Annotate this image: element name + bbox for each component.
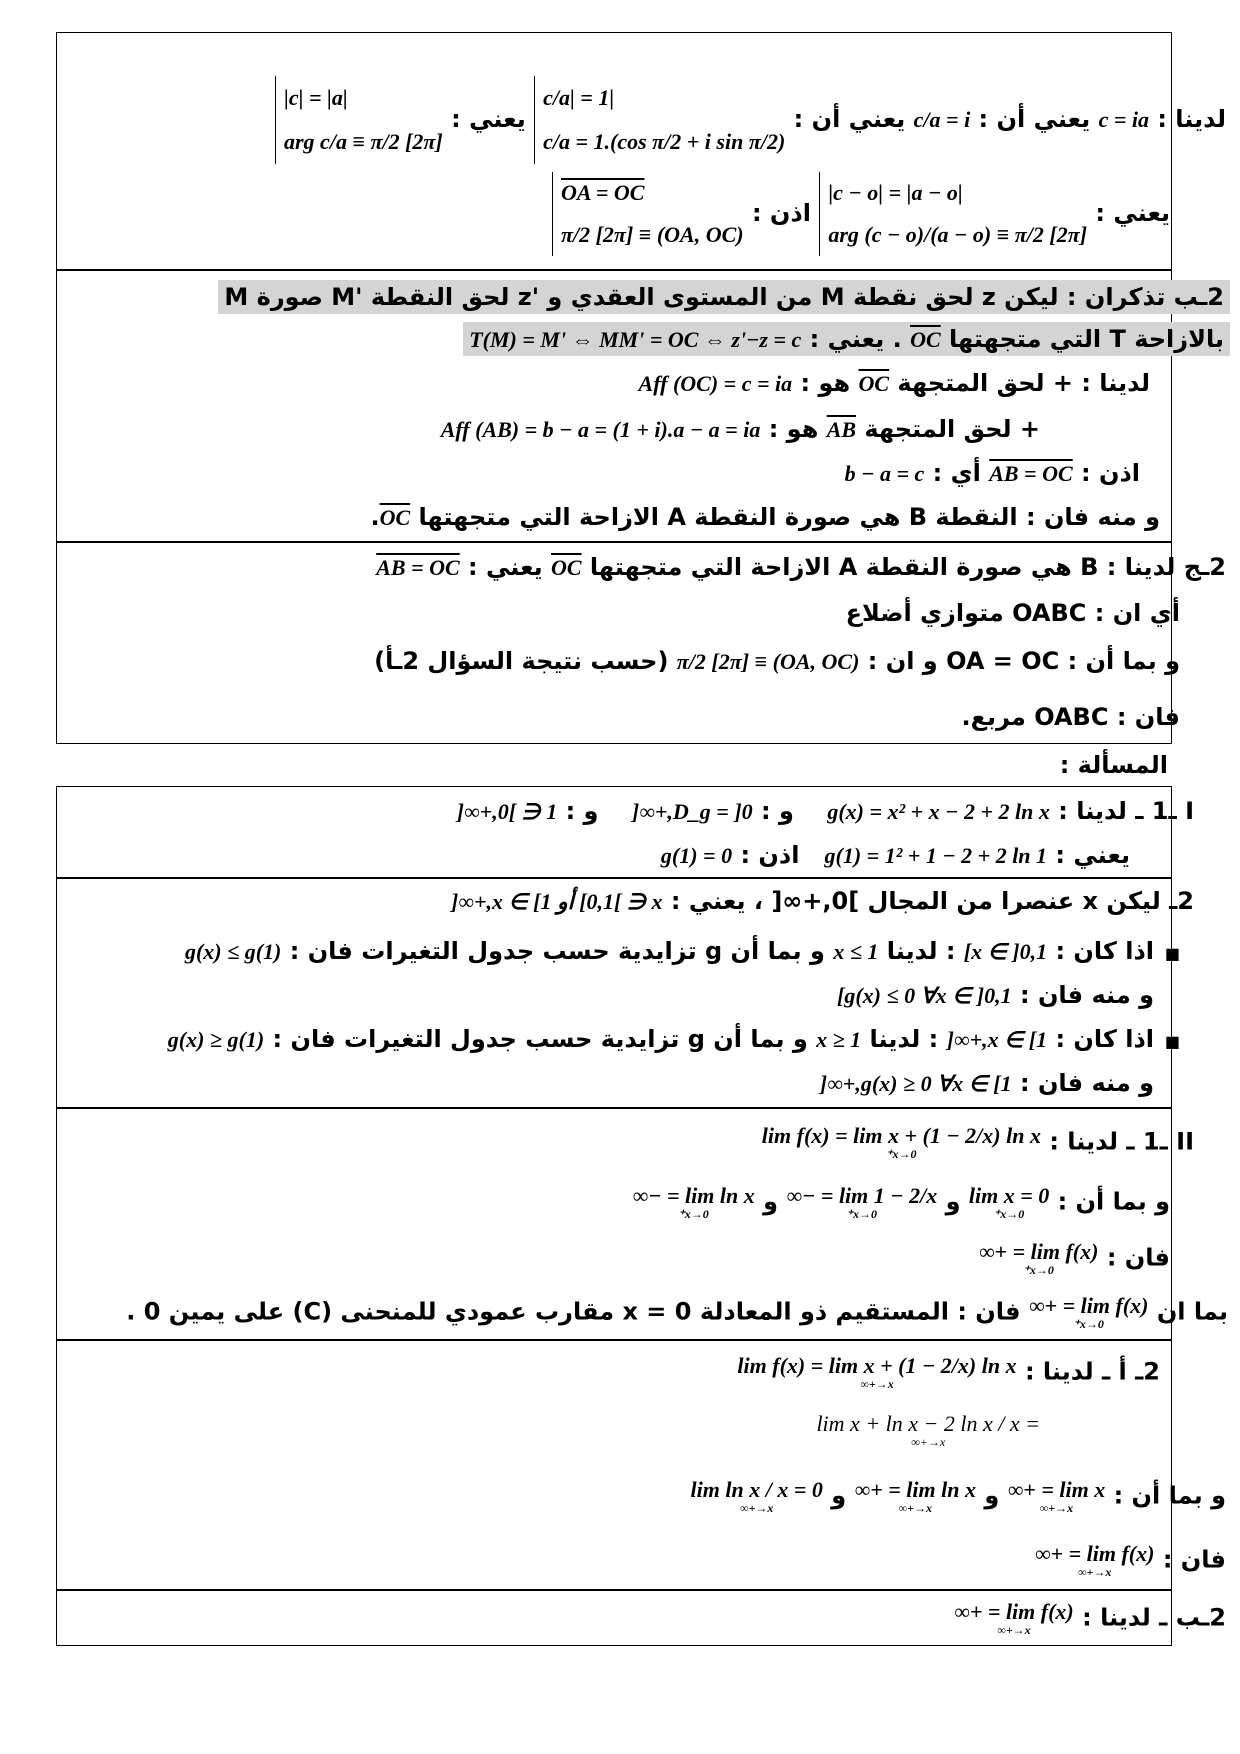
p3-l2-since: و بما أن : (1057, 1187, 1170, 1216)
p2-c2-result: g(x) ≥ g(1) (167, 1027, 265, 1052)
s1-system-3-eq2: arg (c − o)/(a − o) ≡ π/2 [2π] (828, 221, 1088, 247)
p2-c1-we-have: : لدينا (886, 937, 956, 965)
p4-line-2 (816, 1412, 1040, 1449)
p2-c1-ineq: x ≤ 1 (833, 939, 879, 964)
p3-line-4 (126, 1294, 1228, 1331)
s3-l1-vector: OC (551, 555, 582, 580)
p4-l3-lim-ln-text: lim ln x = +∞ (854, 1477, 976, 1502)
p3-l3-then: فان : (1106, 1243, 1170, 1272)
s2-l3-text: لدينا : + لحق المتجهة (897, 369, 1150, 397)
p1-one-in-domain: 1 ∈ ]0,+∞[ (456, 799, 558, 824)
s3-l1-means: يعني : (468, 553, 543, 581)
s1-therefore: اذن : (751, 198, 811, 227)
p4-l2-sub: x→+∞ (911, 1435, 946, 1450)
s2-reminder-line-1: 2ـب تذكران : ليكن z لحق نقطة M من المستوى العقدي و 'z لحق النقطة 'M صورة M (218, 280, 1230, 314)
p4-l1-label: 2ـ أ ـ لدينا : (1024, 1357, 1160, 1386)
s2-line-3 (639, 370, 1150, 396)
p2-bullet-1: ■ (1164, 944, 1180, 963)
p1-line-2 (661, 842, 1130, 868)
s2-l4-is: هو : (768, 415, 819, 443)
s1-eq-c-over-a: c/a = i (913, 107, 971, 132)
p4-l4-limit (1035, 1542, 1155, 1579)
p3-l1-label: II ـ1 ـ لدينا : (1049, 1127, 1194, 1156)
p2-case-1-conclusion (837, 982, 1154, 1008)
s2-means: . يعني : (809, 325, 902, 353)
s2-l5-ie: أي : (932, 459, 981, 487)
p3-l2-lim-frac-sub: x→0⁺ (846, 1207, 877, 1222)
s2-l5-eq1: AB = OC (989, 461, 1073, 486)
s1-system-4 (552, 172, 744, 256)
p2-c1-interval: x ∈ ]0,1] (963, 939, 1048, 964)
p3-l3-limit (979, 1240, 1099, 1277)
p3-l4-limit-text: lim f(x) = +∞ (1028, 1293, 1149, 1318)
p4-l1-sub: x→+∞ (860, 1377, 894, 1392)
p2-bullet-2: ■ (1164, 1032, 1180, 1051)
p4-l3-lim-ln (855, 1478, 976, 1515)
p3-l2-lim-frac (786, 1184, 937, 1221)
s2-reminder-line-2 (463, 322, 1230, 356)
p3-l2-lim-x-sub: x→0⁺ (993, 1207, 1025, 1222)
s1-system-1-eq1: |c/a| = 1 (543, 85, 615, 110)
s1-system-3-eq1: |c − o| = |a − o| (828, 180, 963, 205)
s1-line-1 (275, 76, 1226, 164)
p2-case-2 (168, 1026, 1154, 1052)
s2-l4-text: + لحق المتجهة (864, 415, 1040, 443)
p1-and-1: و : (761, 797, 794, 825)
p2-c2-if: اذا كان : (1055, 1025, 1154, 1053)
p3-l1-sub: x→0⁺ (886, 1147, 917, 1162)
p5-l1-label: 2ـب ـ لدينا : (1082, 1603, 1226, 1632)
s1-system-1-eq2: c/a = 1.(cos π/2 + i sin π/2) (543, 129, 786, 154)
s1-system-3 (819, 172, 1087, 256)
p3-line-2 (632, 1184, 1170, 1221)
p2-c1-reason: و بما أن g تزايدية حسب جدول التغيرات فان : (289, 937, 825, 965)
p4-l3-lim-lnx-over-x-sub: x→+∞ (740, 1501, 774, 1516)
s1-system-2-eq2: arg c/a ≡ π/2 [2π] (284, 129, 443, 154)
p2-c2-hence: و منه فان : (1019, 1069, 1154, 1097)
p3-line-1 (762, 1124, 1194, 1161)
s3-l1-text: 2ـج لدينا : B هي صورة النقطة A الازاحة التي متجهتها (589, 553, 1226, 581)
s1-we-have: لدينا : (1157, 105, 1226, 133)
s2-l5-eq2: b − a = c (844, 461, 925, 486)
s2-l4-vector: AB (826, 417, 857, 442)
s3-line-4: فان : OABC مربع. (961, 703, 1180, 731)
p4-l3-lim-ln-sub: x→+∞ (898, 1501, 932, 1516)
p4-l2-limit (816, 1412, 1040, 1449)
p3-l2-lim-x (969, 1184, 1049, 1221)
p1-line-1 (457, 798, 1194, 824)
p2-c2-we-have: : لدينا (869, 1025, 939, 1053)
s1-system-2 (275, 76, 443, 164)
p1-l2-therefore: اذن : (740, 841, 800, 869)
p4-l3-lim-lnx-over-x (691, 1478, 823, 1515)
s3-l3-ref: (حسب نتيجة السؤال 2ـأ) (374, 647, 669, 675)
p5-l1-limit-text: lim f(x) = +∞ (954, 1599, 1074, 1624)
p2-c2-ineq: x ≥ 1 (816, 1027, 862, 1052)
p3-l1-formula: lim f(x) = lim x + (1 − 2/x) ln x (761, 1123, 1041, 1148)
s1-system-4-eq1: OA = OC (560, 180, 645, 205)
p3-l4-since: بما ان (1156, 1297, 1228, 1326)
p3-line-3 (979, 1240, 1170, 1277)
s1-system-4-eq2: (OA, OC) ≡ π/2 [2π] (560, 221, 744, 247)
p3-l3-limit-text: lim f(x) = +∞ (978, 1239, 1099, 1264)
p2-c1-if: اذا كان : (1055, 937, 1154, 965)
p4-l4-limit-text: lim f(x) = +∞ (1034, 1541, 1155, 1566)
p4-l3-and-1: و (984, 1481, 1000, 1510)
p1-l2-means: يعني : (1055, 841, 1130, 869)
p1-g-def: g(x) = x² + x − 2 + 2 ln x (827, 799, 1050, 824)
s2-l6-period: . (370, 503, 380, 531)
p2-l1-text: 2ـ ليكن x عنصرا من المجال ]0,+∞[ ، يعني : (670, 887, 1194, 915)
s2-l6-text: و منه فان : النقطة B هي صورة النقطة A الازاحة التي متجهتها (418, 503, 1160, 531)
s2-translation-formula: T(M) = M' ⇔ MM' = OC ⇔ z'−z = c (469, 327, 802, 352)
p2-c2-final: g(x) ≥ 0 ∀x ∈ [1,+∞[ (819, 1071, 1012, 1096)
p3-l2-lim-ln-text: lim ln x = −∞ (632, 1183, 755, 1208)
p4-l3-lim-x-text: lim x = +∞ (1007, 1477, 1106, 1502)
p4-l1-formula: lim f(x) = lim x + (1 − 2/x) ln x (737, 1353, 1017, 1378)
s1-means-3: يعني : (451, 105, 526, 133)
s2-vector-oc: OC (910, 327, 941, 352)
p4-l3-since: و بما أن : (1113, 1481, 1226, 1510)
p2-c2-interval: x ∈ [1,+∞[ (946, 1027, 1048, 1052)
s2-translation-text: بالازاحة T التي متجهتها (948, 325, 1224, 353)
s1-means-2: يعني أن : (793, 105, 906, 133)
p3-l2-lim-frac-text: lim 1 − 2/x = −∞ (786, 1183, 938, 1208)
p5-line-1 (954, 1600, 1226, 1637)
s2-line-5 (845, 460, 1140, 486)
s2-l6-vector: OC (379, 505, 411, 530)
s2-line-6 (370, 504, 1160, 530)
p5-l1-limit (954, 1600, 1074, 1637)
p2-c2-reason: و بما أن g تزايدية حسب جدول التغيرات فان : (272, 1025, 808, 1053)
p1-l1-label: I ـ1 ـ لدينا : (1058, 797, 1194, 825)
p2-c1-hence: و منه فان : (1019, 981, 1154, 1009)
s1-means-4: يعني : (1095, 198, 1170, 227)
s2-l4-formula: Aff (AB) = b − a = (1 + i).a − a = ia (440, 417, 761, 442)
p4-line-1 (737, 1354, 1160, 1391)
p4-l2-formula: = lim x + ln x − 2 ln x / x (816, 1411, 1040, 1436)
p3-l2-and-2: و (763, 1187, 779, 1216)
s3-line-1 (376, 554, 1226, 580)
p4-line-4 (1035, 1542, 1226, 1579)
p4-l4-limit-sub: x→+∞ (1077, 1565, 1112, 1580)
p1-g1-zero: g(1) = 0 (660, 843, 733, 868)
s3-line-2: أي ان : OABC متوازي أضلاع (845, 599, 1180, 627)
p1-g1-calc: g(1) = 1² + 1 − 2 + 2 ln 1 (824, 843, 1048, 868)
p1-domain: D_g = ]0,+∞[ (631, 799, 753, 824)
p2-c1-result: g(x) ≤ g(1) (184, 939, 282, 964)
s3-l3-angle: (OA, OC) ≡ π/2 [2π] (676, 649, 860, 674)
p3-l4-asymptote: فان : المستقيم ذو المعادلة x = 0 مقارب عمودي للمنحنى (C) على يمين 0 . (126, 1297, 1021, 1326)
p5-l1-limit-sub: x→+∞ (997, 1623, 1031, 1638)
s1-eq-c-ia: c = ia (1098, 107, 1149, 132)
p4-l3-lim-x-sub: x→+∞ (1039, 1501, 1074, 1516)
p4-l3-lim-lnx-over-x-text: lim ln x / x = 0 (690, 1477, 823, 1502)
p3-l2-and-1: و (945, 1187, 961, 1216)
p4-l3-lim-x (1008, 1478, 1106, 1515)
s1-line-2 (552, 172, 1170, 256)
p3-l2-lim-ln-sub: x→0⁺ (678, 1207, 709, 1222)
p4-l3-and-2: و (831, 1481, 847, 1510)
p4-l1-limit (737, 1354, 1016, 1391)
p2-case-2-conclusion (820, 1070, 1154, 1096)
s2-l5-therefore: اذن : (1081, 459, 1140, 487)
s2-l3-vector: OC (858, 371, 890, 396)
s1-system-2-eq1: |c| = |a| (284, 85, 348, 110)
p3-l2-lim-x-text: lim x = 0 (968, 1183, 1050, 1208)
p3-l1-limit (762, 1124, 1041, 1161)
s3-l1-eq: AB = OC (376, 555, 460, 580)
problem-title: المسألة : (1059, 751, 1168, 779)
p3-l4-limit (1029, 1294, 1149, 1331)
s2-line-4 (441, 416, 1040, 442)
s2-l3-formula: Aff (OC) = c = ia (638, 371, 793, 396)
p3-l2-lim-ln (632, 1184, 754, 1221)
p4-l4-then: فان : (1162, 1545, 1226, 1574)
s2-l3-is: هو : (800, 369, 851, 397)
p2-case-1 (185, 938, 1154, 964)
p3-l4-limit-sub: x→0⁺ (1073, 1317, 1104, 1332)
s1-means-1: يعني أن : (978, 105, 1091, 133)
p2-l1-cases: x ∈ ]0,1] أو x ∈ [1,+∞[ (450, 889, 663, 914)
s1-system-1 (534, 76, 785, 164)
s3-line-3 (374, 648, 1180, 674)
s3-l3-text: و بما أن : OA = OC و ان : (867, 647, 1180, 675)
p1-and-2: و : (565, 797, 599, 825)
p4-line-3 (691, 1478, 1226, 1515)
p3-l3-limit-sub: x→0⁺ (1023, 1263, 1054, 1278)
p2-line-1 (451, 888, 1194, 914)
p2-c1-final: g(x) ≤ 0 ∀x ∈ ]0,1] (837, 983, 1012, 1008)
